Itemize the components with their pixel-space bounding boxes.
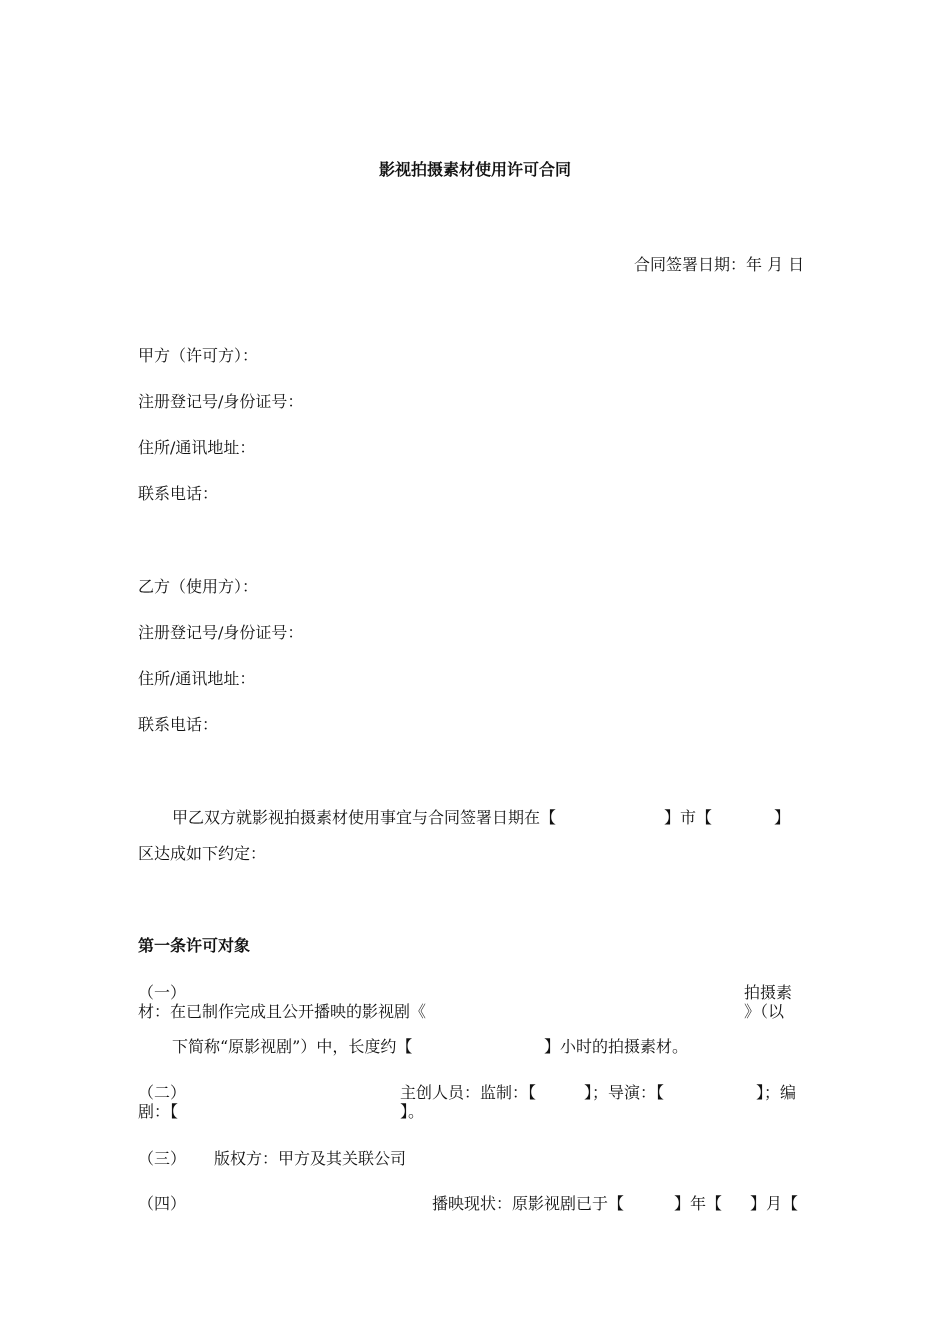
item1-right-a: 拍摄素: [744, 983, 793, 1002]
item3-text: 版权方：甲方及其关联公司: [214, 1149, 407, 1168]
item1-line2-a: 材：在已制作完成且公开播映的影视剧《: [138, 1002, 427, 1021]
item3-number: （三）: [138, 1149, 187, 1168]
item4-right-c: 】月【: [750, 1194, 799, 1213]
item1-line3-a: 下简称“原影视剧”）中，长度约【: [172, 1037, 413, 1056]
party-a-reg-no: 注册登记号/身份证号：: [138, 392, 304, 411]
item1-line3-b: 】小时的拍摄素材。: [544, 1037, 689, 1056]
party-a-address: 住所/通讯地址：: [138, 438, 256, 457]
preamble-line1-b: 】市【: [664, 808, 713, 827]
preamble-line1-a: 甲乙双方就影视拍摄素材使用事宜与合同签署日期在【: [172, 808, 557, 827]
item2-right-b: 】；导演：【: [584, 1083, 665, 1102]
item4-right-a: 播映现状：原影视剧已于【: [432, 1194, 625, 1213]
party-b-address: 住所/通讯地址：: [138, 669, 256, 688]
sign-date: 合同签署日期：年 月 日: [634, 255, 805, 274]
item2-line2-a: 剧：【: [138, 1102, 179, 1121]
preamble-line1-c: 】: [774, 808, 791, 827]
item1-number: （一）: [138, 983, 187, 1002]
item4-right-b: 】年【: [674, 1194, 723, 1213]
preamble-line2: 区达成如下约定：: [138, 844, 267, 863]
party-b-reg-no: 注册登记号/身份证号：: [138, 623, 304, 642]
document-title: 影视拍摄素材使用许可合同: [378, 160, 571, 179]
item2-line2-b: 】。: [400, 1102, 425, 1121]
item2-right-c: 】；编: [756, 1083, 797, 1102]
item2-number: （二）: [138, 1083, 187, 1102]
party-a-heading: 甲方（许可方）：: [138, 346, 259, 365]
item4-number: （四）: [138, 1194, 187, 1213]
party-b-phone: 联系电话：: [138, 715, 219, 734]
party-a-phone: 联系电话：: [138, 484, 219, 503]
item1-line2-b: 》（以: [744, 1002, 785, 1021]
party-b-heading: 乙方（使用方）：: [138, 577, 259, 596]
article1-heading: 第一条许可对象: [138, 936, 251, 955]
item2-right-a: 主创人员：监制：【: [400, 1083, 537, 1102]
